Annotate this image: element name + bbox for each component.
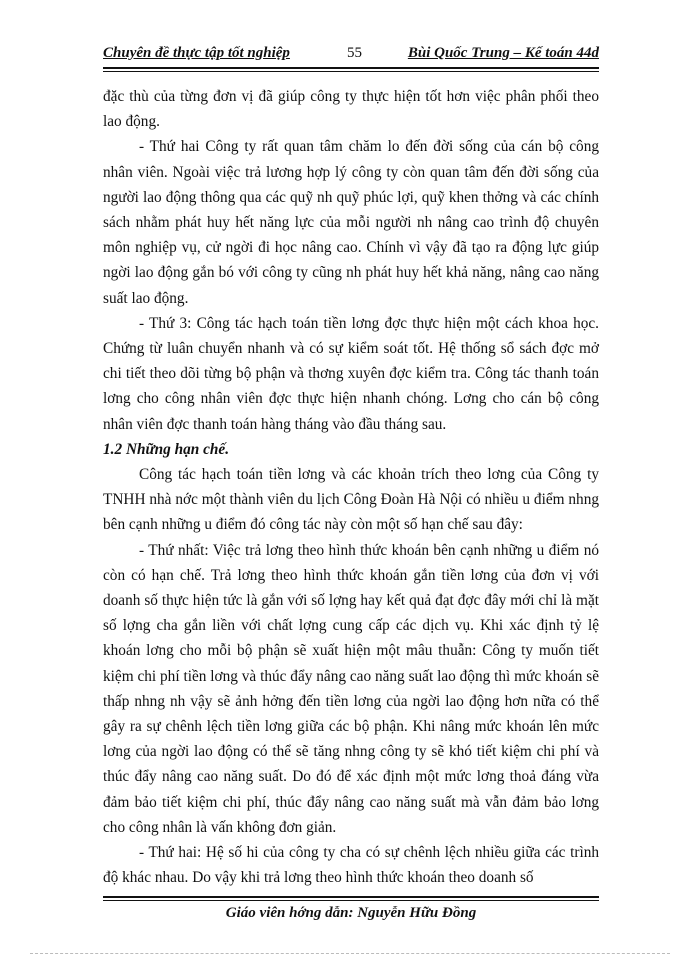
page-header <box>103 45 599 67</box>
body-text <box>103 84 599 891</box>
paragraph-intro-limitations: Công tác hạch toán tiền lơng và các khoản trích theo lơng của Công ty TNHH nhà nớc một thành viên du lịch Công Đoàn Hà Nội có nhiều u điểm nhng bên cạnh những u điểm đó công tác này còn một số hạn chế sau đây: <box>103 466 599 534</box>
footer-rule-thin <box>103 900 599 901</box>
paragraph-second-limitation: - Thứ hai: Hệ số hi của công ty cha có sự chênh lệch nhiều giữa các trình độ khác nhau. Do vậy khi trả lơng theo hình thức khoán theo doanh số <box>103 844 599 887</box>
footer-rule <box>103 896 599 898</box>
section-heading: 1.2 Những hạn chế. <box>103 440 230 458</box>
header-author: Bùi Quốc Trung – Kế toán 44d <box>407 45 599 61</box>
page-number: 55 <box>347 45 362 61</box>
page-break-line <box>30 953 670 954</box>
header-title: Chuyên đề thực tập tốt nghiệp <box>103 45 290 61</box>
paragraph-third-point: - Thứ 3: Công tác hạch toán tiền lơng đợc thực hiện một cách khoa học. Chứng từ luân chuyển nhanh và có sự kiểm soát tốt. Hệ thống sổ sách đợc mở chi tiết theo dõi từng bộ phận và thơng xuyên đợc kiểm tra. Công tác thanh toán lơng cho công nhân viên đợc thực hiện nhanh chóng. Lơng cho cán bộ công nhân viên đợc thanh toán hàng tháng vào đầu tháng sau. <box>103 314 599 433</box>
paragraph-second-point: - Thứ hai Công ty rất quan tâm chăm lo đến đời sống của cán bộ công nhân viên. Ngoài việc trả lương hợp lý công ty còn quan tâm đến đời sống của người lao động thông qua các quỹ nh quỹ phúc lợi, quỹ khen thởng và các chính sách nhằm phát huy hết năng lực của mỗi người nh nâng cao trình độ chuyên môn nghiệp vụ, cử ngời đi học nâng cao. Chính vì vậy đã tạo ra động lực giúp ngời lao động gắn bó với công ty cũng nh phát huy hết khả năng, nâng cao năng suất lao động. <box>103 138 599 307</box>
header-rule-thin <box>103 71 599 72</box>
paragraph-first-limitation: - Thứ nhất: Việc trả lơng theo hình thức khoán bên cạnh những u điểm nó còn có hạn chế. Trả lơng theo hình thức khoán gắn tiền lơng của đơn vị với doanh số thực hiện tức là gắn với số lợng hay kết quả đạt đợc đây mới chỉ là mặt số lợng cha gắn liền với chất lợng cung cấp các dịch vụ. Khi xác định tỷ lệ khoán lơng cho mỗi bộ phận sẽ xuất hiện một mâu thuẫn: Công ty muốn tiết kiệm chi phí tiền lơng và thúc đẩy nâng cao năng suất lao động thì mức khoán sẽ thấp nhng nh vậy sẽ ảnh hởng đến tiền lơng của ngời lao động hơn nữa có thể gây ra sự chênh lệch tiền lơng giữa các bộ phận. Khi nâng mức khoán lên mức lơng của ngời lao động có thể sẽ tăng nhng công ty sẽ khó tiết kiệm chi phí và thúc đẩy nâng cao năng suất. Do đó để xác định một mức lơng thoả đáng vừa đảm bảo tiết kiệm chi phí, thúc đẩy nâng cao năng suất mà vẫn đảm bảo lơng cho công nhân là vấn không đơn giản. <box>103 541 599 836</box>
paragraph-continuation: đặc thù của từng đơn vị đã giúp công ty thực hiện tốt hơn việc phân phối theo lao động. <box>103 88 599 131</box>
page-footer: Giáo viên hớng dẫn: Nguyễn Hữu Đồng <box>225 905 477 921</box>
header-rule <box>103 67 599 69</box>
